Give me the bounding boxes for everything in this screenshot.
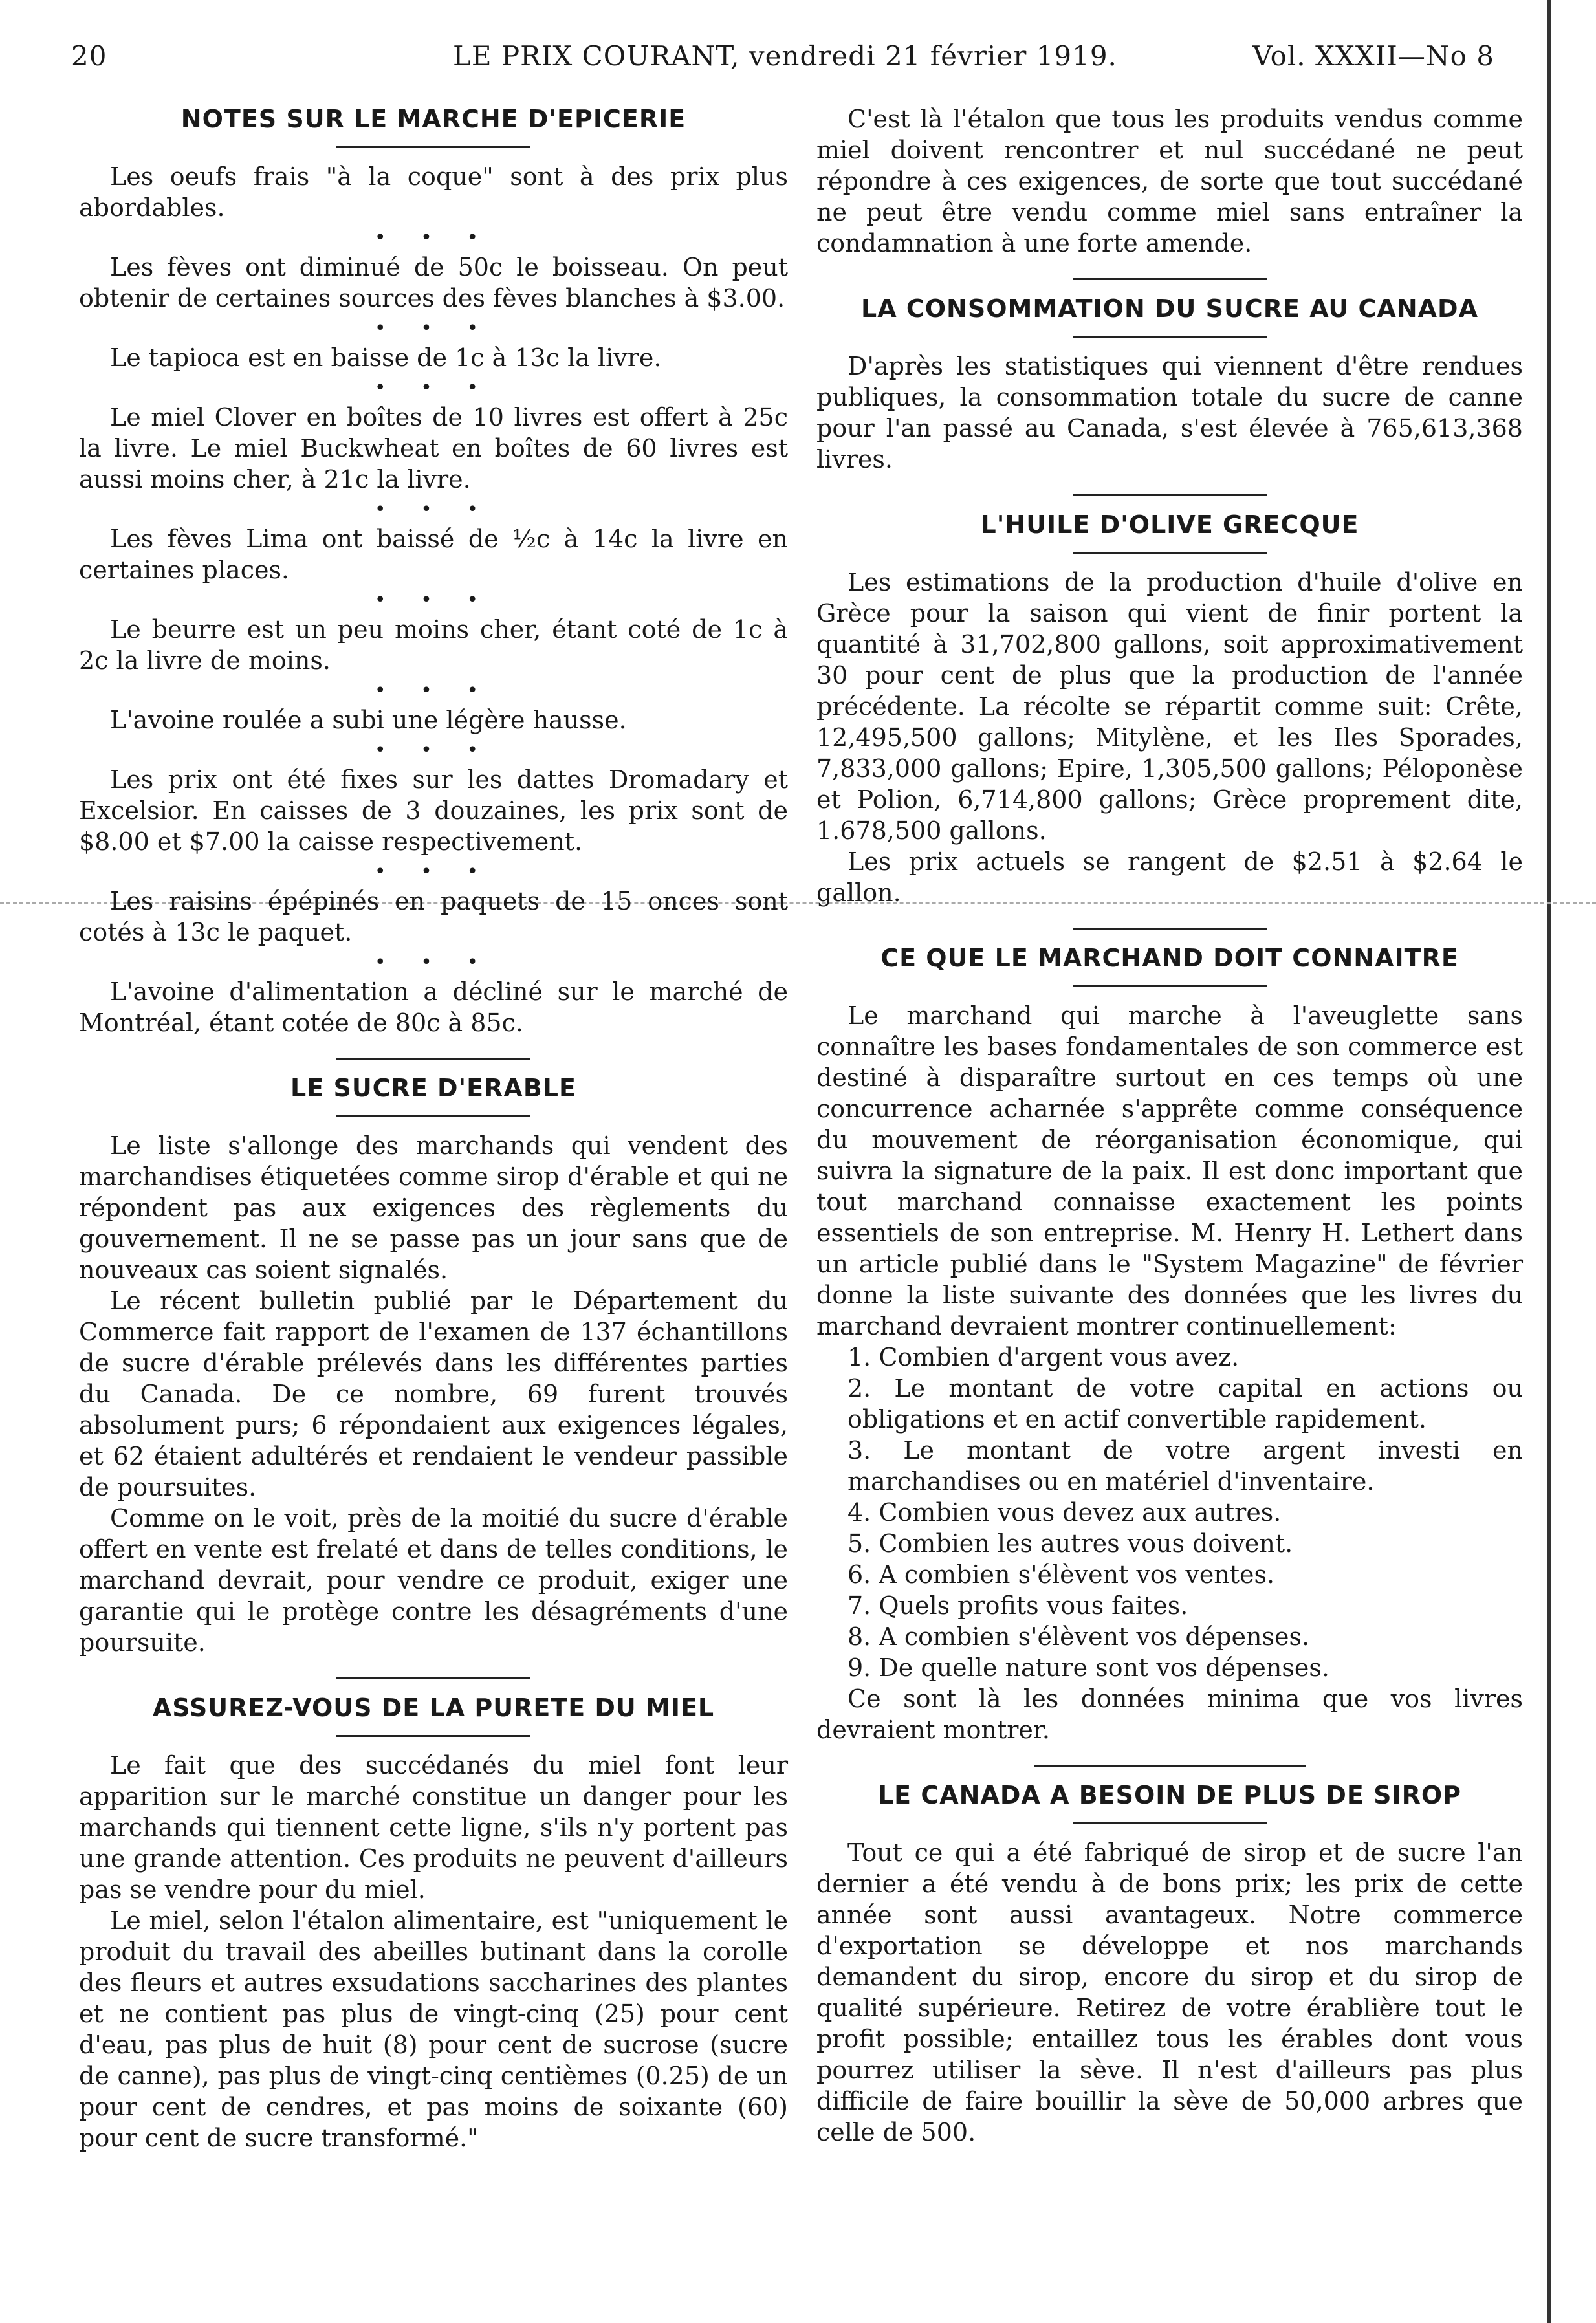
list-item: 4. Combien vous devez aux autres.: [847, 1498, 1282, 1527]
divider: [1073, 494, 1267, 496]
article-sucre-erable: [79, 1073, 788, 1658]
paragraph: Les estimations de la production d'huile d'olive en Grèce pour la saison qui vient de finir portent la quantité à 31,702,800 gallons, soit approximativement 30 pour cent de plus que la production de l'année précédente. La récolte se répartit comme suit: Crête, 12,495,500 gallons; Mitylène, et les Iles Sporades, 7,833,000 gallons; Epire, 1,305,500 gallons; Péloponèse et Polion, 6,714,800 gallons; Grèce proprement dite, 1.678,500 gallons.: [816, 568, 1523, 845]
list-item: 6. A combien s'élèvent vos ventes.: [847, 1560, 1275, 1589]
article-title: CE QUE LE MARCHAND DOIT CONNAITRE: [880, 944, 1459, 972]
separator: • • •: [374, 860, 493, 883]
divider: [1073, 336, 1267, 338]
note-item: Les raisins épépinés en paquets de 15 onces sont cotés à 13c le paquet.: [79, 887, 788, 946]
paragraph: D'après les statistiques qui viennent d'être rendues publiques, la consommation totale du sucre de canne pour l'an passé au Canada, s'est élevée à 765,613,368 livres.: [816, 352, 1523, 474]
article-title: LE CANADA A BESOIN DE PLUS DE SIROP: [877, 1781, 1462, 1809]
paragraph: Le récent bulletin publié par le Département du Commerce fait rapport de l'examen de 137 échantillons de sucre d'érable prélevés dans les différentes parties du Canada. De ce nombre, 69 furent trouvés absolument purs; 6 répondaient aux exigences légales, et 62 étaient adultérés et rendaient le vendeur passible de poursuites.: [79, 1287, 788, 1501]
paragraph: Ce sont là les données minima que vos livres devraient montrer.: [816, 1685, 1523, 1744]
divider: [336, 1677, 530, 1679]
note-item: Le miel Clover en boîtes de 10 livres est offert à 25c la livre. Le miel Buckwheat en boîtes de 60 livres est aussi moins cher, à 21c la livre.: [79, 403, 788, 494]
divider: [1073, 278, 1267, 280]
list-item: 3. Le montant de votre argent investi en marchandises ou en matériel d'inventaire.: [847, 1436, 1523, 1496]
separator: • • •: [374, 951, 493, 974]
divider: [336, 1058, 530, 1060]
article-title: LE SUCRE D'ERABLE: [290, 1074, 576, 1102]
paragraph: Les prix actuels se rangent de $2.51 à $2.64 le gallon.: [816, 847, 1523, 907]
divider: [1073, 552, 1267, 554]
article-title: ASSUREZ-VOUS DE LA PURETE DU MIEL: [152, 1694, 715, 1722]
article-huile-olive: [816, 509, 1523, 908]
note-item: Les oeufs frais "à la coque" sont à des prix plus abordables.: [79, 162, 788, 222]
separator: • • •: [374, 739, 493, 761]
article-miel-suite: [816, 104, 1523, 259]
divider: [1034, 1765, 1306, 1767]
list-item: 9. De quelle nature sont vos dépenses.: [847, 1653, 1329, 1682]
article-purete-miel: [79, 1692, 788, 2154]
left-column: [79, 104, 788, 2173]
list-item: 2. Le montant de votre capital en actions ou obligations et en actif convertible rapidement.: [847, 1374, 1523, 1434]
article-marchand: [816, 943, 1523, 1745]
paragraph: Le marchand qui marche à l'aveuglette sans connaître les bases fondamentales de son commerce est destiné à disparaître surtout en ces temps où une concurrence acharnée s'apprête comme conséquence du mouvement de réorganisation économique, qui suivra la signature de la paix. Il est donc important que tout marchand connaisse exactement les points essentiels de son entreprise. M. Henry H. Lethert dans un article publié dans le "System Magazine" de février donne la liste suivante des données que les livres du marchand devraient montrer continuellement:: [816, 1001, 1523, 1340]
divider: [336, 1115, 530, 1117]
divider: [1073, 1822, 1267, 1824]
note-item: L'avoine d'alimentation a décliné sur le marché de Montréal, étant cotée de 80c à 85c.: [79, 977, 788, 1037]
separator: • • •: [374, 679, 493, 702]
article-title: LA CONSOMMATION DU SUCRE AU CANADA: [861, 294, 1478, 323]
volume-number: Vol. XXXII—No 8: [1252, 40, 1494, 72]
separator: • • •: [374, 376, 493, 399]
note-item: Les prix ont été fixes sur les dattes Dromadary et Excelsior. En caisses de 3 douzaines, les prix sont de $8.00 et $7.00 la caisse respectivement.: [79, 765, 788, 856]
list-item: 8. A combien s'élèvent vos dépenses.: [847, 1622, 1310, 1651]
divider: [1073, 985, 1267, 987]
paragraph: Tout ce qui a été fabriqué de sirop et de sucre l'an dernier a été vendu à de bons prix; les prix de cette année sont aussi avantageux. Notre commerce d'exportation se développe et nos marchands demandent du sirop, encore du sirop et du sirop de qualité supérieure. Retirez de votre érablière tout le profit possible; entaillez tous les érables dont vous pourrez utiliser la sève. Il n'est d'ailleurs pas plus difficile de faire bouillir la sève de 50,000 arbres que celle de 500.: [816, 1838, 1523, 2146]
separator: • • •: [374, 589, 493, 611]
list-item: 1. Combien d'argent vous avez.: [847, 1343, 1240, 1371]
separator: • • •: [374, 498, 493, 521]
right-column: [816, 104, 1523, 2167]
article-title: NOTES SUR LE MARCHE D'EPICERIE: [180, 105, 686, 133]
note-item: Le tapioca est en baisse de 1c à 13c la livre.: [110, 344, 662, 372]
list-item: 7. Quels profits vous faites.: [847, 1591, 1188, 1620]
list-item: 5. Combien les autres vous doivent.: [847, 1529, 1293, 1558]
article-title: L'HUILE D'OLIVE GRECQUE: [980, 510, 1359, 539]
note-item: Le beurre est un peu moins cher, étant coté de 1c à 2c la livre de moins.: [79, 615, 788, 675]
separator: • • •: [374, 317, 493, 340]
article-consommation-sucre: [816, 293, 1523, 475]
article-sirop: [816, 1780, 1523, 2148]
page-header: [71, 40, 1494, 85]
page-number: 20: [71, 40, 107, 72]
separator: • • •: [374, 226, 493, 249]
note-item: L'avoine roulée a subi une légère hausse.: [110, 706, 627, 734]
paragraph: Le liste s'allonge des marchands qui vendent des marchandises étiquetées comme sirop d'érable et qui ne répondent pas aux exigences des règlements du gouvernement. Il ne se passe pas un jour sans que de nouveaux cas soient signalés.: [79, 1131, 788, 1284]
paragraph: Le fait que des succédanés du miel font leur apparition sur le marché constitue un danger pour les marchands qui tiennent cette ligne, s'ils n'y portent pas une grande attention. Ces produits ne peuvent d'ailleurs pas se vendre pour du miel.: [79, 1751, 788, 1904]
divider: [336, 146, 530, 148]
divider: [336, 1735, 530, 1737]
article-notes-epicerie: [79, 104, 788, 1038]
divider: [1073, 928, 1267, 930]
paragraph: Comme on le voit, près de la moitié du sucre d'érable offert en vente est frelaté et dans de telles conditions, le marchand devrait, pour vendre ce produit, exiger une garantie qui le protège contre les désagréments d'une poursuite.: [79, 1504, 788, 1657]
note-item: Les fèves ont diminué de 50c le boisseau. On peut obtenir de certaines sources des fèves blanches à $3.00.: [79, 253, 788, 312]
page-edge-line: [1547, 0, 1551, 2323]
data-list: [816, 1342, 1523, 1683]
note-item: Les fèves Lima ont baissé de ½c à 14c la livre en certaines places.: [79, 525, 788, 584]
journal-title: LE PRIX COURANT, vendredi 21 février 1919.: [453, 40, 1117, 72]
paragraph: C'est là l'étalon que tous les produits vendus comme miel doivent rencontrer et nul succédané ne peut répondre à ces exigences, de sorte que tout succédané ne peut être vendu comme miel sans entraîner la condamnation à une forte amende.: [816, 105, 1523, 257]
paragraph: Le miel, selon l'étalon alimentaire, est "uniquement le produit du travail des abeilles butinant dans la corolle des fleurs et autres exsudations saccharines des plantes et ne contient pas plus de vingt-cinq (25) pour cent d'eau, pas plus de huit (8) pour cent de sucrose (sucre de canne), pas plus de vingt-cinq centièmes (0.25) de un pour cent de cendres, et pas moins de soixante (60) pour cent de sucre transformé.": [79, 1906, 788, 2152]
